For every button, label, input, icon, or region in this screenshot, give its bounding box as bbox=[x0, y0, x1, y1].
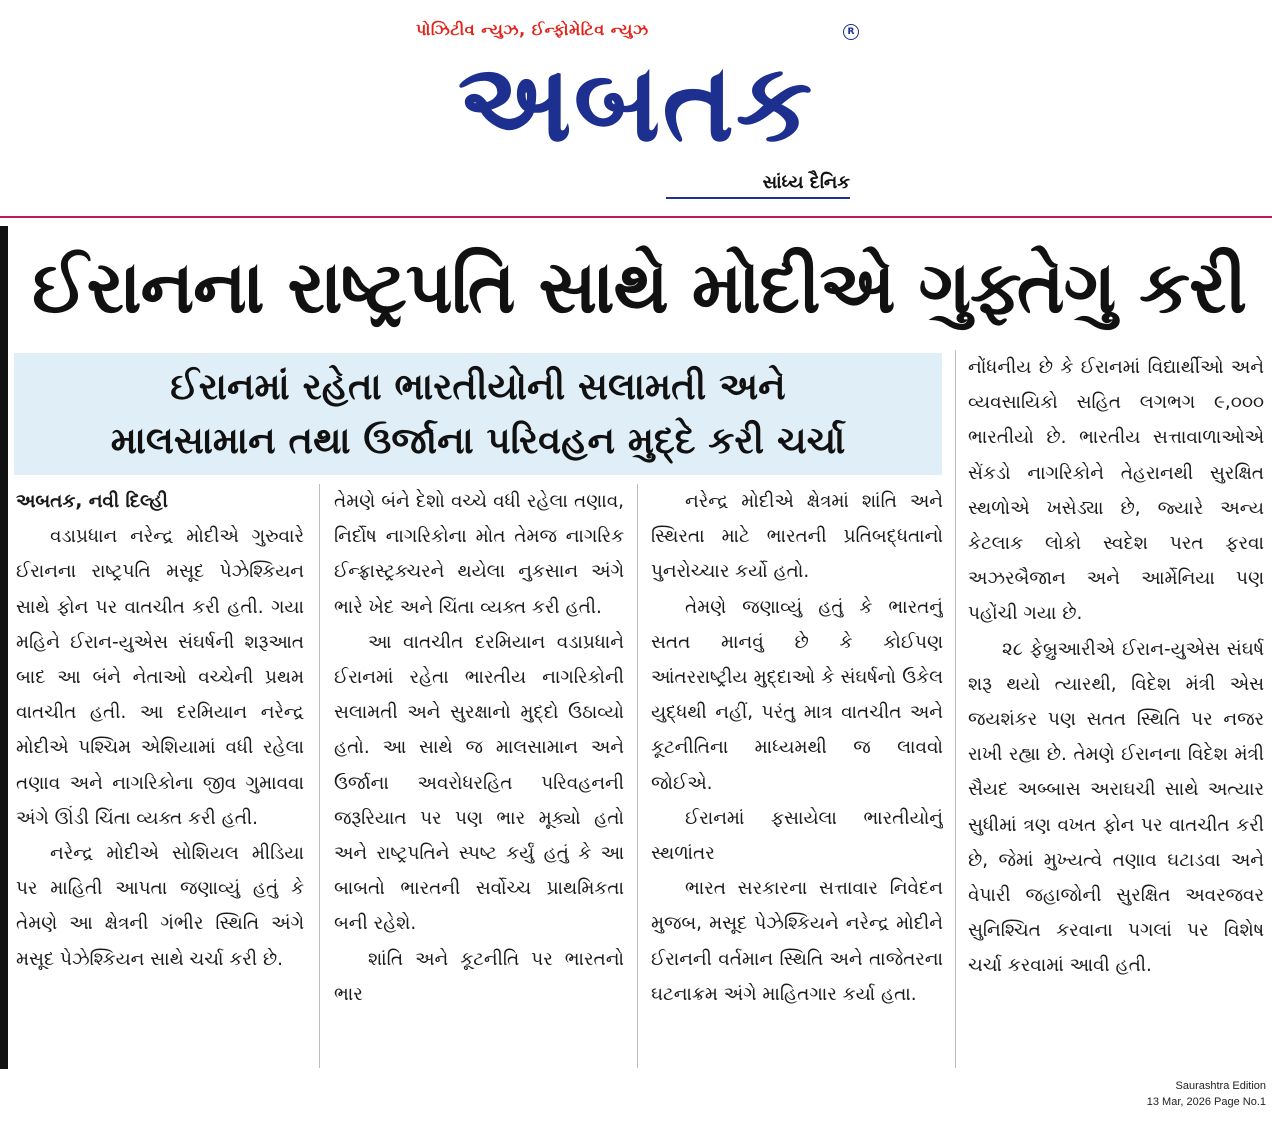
masthead-divider bbox=[0, 216, 1272, 218]
page-footer bbox=[1060, 1078, 1266, 1110]
subtag-underline bbox=[666, 197, 850, 199]
article-column-2 bbox=[334, 484, 624, 1072]
date-page-label: 13 Mar, 2026 Page No.1 bbox=[1146, 1096, 1266, 1108]
article-paragraph: નોંધનીય છે કે ઈરાનમાં વિદ્યાર્થીઓ અને વ્યવસાયિકો સહિત લગભગ ૯,૦૦૦ ભારતીયો છે. ભારતીય સત્તાવાળાઓએ સેંકડો નાગરિકોને તેહરાનથી સુરક્ષિત સ્થળોએ ખસેડ્યા છે, જ્યારે અન્ય કેટલાક લોકો સ્વદેશ પરત ફરવા અઝરબૈજાન અને આર્મેનિયા પણ પહોંચી ગયા છે. bbox=[968, 357, 1264, 625]
article-paragraph: નરેન્દ્ર મોદીએ સોશિયલ મીડિયા પર માહિતી આપતા જણાવ્યું હતું કે તેમણે આ ક્ષેત્રની ગંભીર સ્થિતિ અંગે મસૂદ પેઝેશ્કિયન સાથે ચર્ચા કરી છે. bbox=[16, 843, 304, 970]
article-subheading: શાંતિ અને કૂટનીતિ પર ભારતનો ભાર bbox=[334, 948, 624, 1005]
masthead-subtag: સાંધ્ય દૈનિક bbox=[762, 172, 850, 193]
registered-trademark-icon: R bbox=[843, 24, 859, 40]
article-column-1 bbox=[16, 484, 304, 1072]
subheadline-line: માલસામાન તથા ઉર્જાના પરિવહન મુદ્દે કરી ચર્ચા bbox=[110, 419, 846, 462]
edition-label: Saurashtra Edition bbox=[1175, 1080, 1266, 1092]
article-paragraph: વડાપ્રધાન નરેન્દ્ર મોદીએ ગુરુવારે ઈરાનના રાષ્ટ્રપતિ મસૂદ પેઝેશ્કિયન સાથે ફોન પર વાતચીત કરી હતી. ગયા મહિને ઈરાન-યુએસ સંઘર્ષની શરૂઆત બાદ આ બંને નેતાઓ વચ્ચેની પ્રથમ વાતચીત હતી. આ દરમિયાન નરેન્દ્ર મોદીએ પશ્ચિમ એશિયામાં વધી રહેલા તણાવ અને નાગરિકોના જીવ ગુમાવવા અંગે ઊંડી ચિંતા વ્યક્ત કરી હતી. bbox=[16, 526, 304, 829]
article-paragraph: આ વાતચીત દરમિયાન વડાપ્રધાને ઈરાનમાં રહેતા ભારતીય નાગરિકોની સલામતી અને સુરક્ષાનો મુદ્દો ઉઠાવ્યો હતો. આ સાથે જ માલસામાન અને ઉર્જાના અવરોધરહિત પરિવહનની જરૂરિયાત પર પણ ભાર મૂક્યો હતો અને રાષ્ટ્રપતિને સ્પષ્ટ કર્યું હતું કે આ બાબતો ભારતની સર્વોચ્ચ પ્રાથમિકતા બની રહેશે. bbox=[334, 631, 624, 935]
article-subheadline bbox=[14, 353, 942, 475]
newspaper-logo: અબતક bbox=[457, 44, 815, 164]
column-divider bbox=[319, 484, 320, 1068]
masthead-tagline: પોઝિટીવ ન્યુઝ, ઈન્ફોમેટિવ ન્યુઝ bbox=[416, 20, 649, 39]
article-headline: ઈરાનના રાષ્ટ્રપતિ સાથે મોદીએ ગુફ્તેગુ કરી bbox=[32, 245, 1246, 329]
column-divider bbox=[955, 350, 956, 1068]
article-paragraph: તેમણે જણાવ્યું હતું કે ભારતનું સતત માનવું છે કે કોઈપણ આંતરરાષ્ટ્રીય મુદ્દાઓ કે સંઘર્ષનો ઉકેલ યુદ્ધથી નહીં, પરંતુ માત્ર વાતચીત અને કૂટનીતિના માધ્યમથી જ લાવવો જોઈએ. bbox=[651, 596, 943, 794]
article-left-bar bbox=[0, 226, 8, 1069]
article-paragraph: નરેન્દ્ર મોદીએ ક્ષેત્રમાં શાંતિ અને સ્થિરતા માટે ભારતની પ્રતિબદ્ધતાનો પુનરોચ્ચાર કર્યો હતો. bbox=[651, 491, 943, 583]
article-dateline: અબતક, નવી દિલ્હી bbox=[16, 491, 168, 512]
article-paragraph: ભારત સરકારના સત્તાવાર નિવેદન મુજબ, મસૂદ પેઝેશ્કિયને નરેન્દ્ર મોદીને ઈરાનની વર્તમાન સ્થિતિ અને તાજેતરના ઘટનાક્રમ અંગે માહિતગાર કર્યા હતા. bbox=[651, 878, 943, 1005]
article-column-3 bbox=[651, 484, 943, 1072]
masthead bbox=[0, 0, 1272, 218]
article-subheading: ઈરાનમાં ફસાયેલા ભારતીયોનું સ્થળાંતર bbox=[651, 807, 943, 865]
column-divider bbox=[637, 484, 638, 1068]
article-paragraph: ૨૮ ફેબ્રુઆરીએ ઈરાન-યુએસ સંઘર્ષ શરૂ થયો ત્યારથી, વિદેશ મંત્રી એસ જયશંકર પણ સતત સ્થિતિ પર નજર રાખી રહ્યા છે. તેમણે ઈરાનના વિદેશ મંત્રી સૈયદ અબ્બાસ અરાઘચી સાથે અત્યાર સુધીમાં ત્રણ વખત ફોન પર વાતચીત કરી છે, જેમાં મુખ્યત્વે તણાવ ઘટાડવા અને વેપારી જહાજોની સુરક્ષિત અવરજવર સુનિશ્ચિત કરવાના પગલાં પર વિશેષ ચર્ચા કરવામાં આવી હતી. bbox=[968, 638, 1264, 977]
subheadline-line: ઈરાનમાં રહેતા ભારતીયોની સલામતી અને bbox=[170, 365, 786, 408]
article-column-4 bbox=[968, 350, 1264, 1072]
article-paragraph: તેમણે બંને દેશો વચ્ચે વધી રહેલા તણાવ, નિર્દોષ નાગરિકોના મોત તેમજ નાગરિક ઈન્ફ્રાસ્ટ્રક્ચરને થયેલા નુકસાન અંગે ભારે ખેદ અને ચિંતા વ્યક્ત કરી હતી. bbox=[334, 491, 624, 618]
